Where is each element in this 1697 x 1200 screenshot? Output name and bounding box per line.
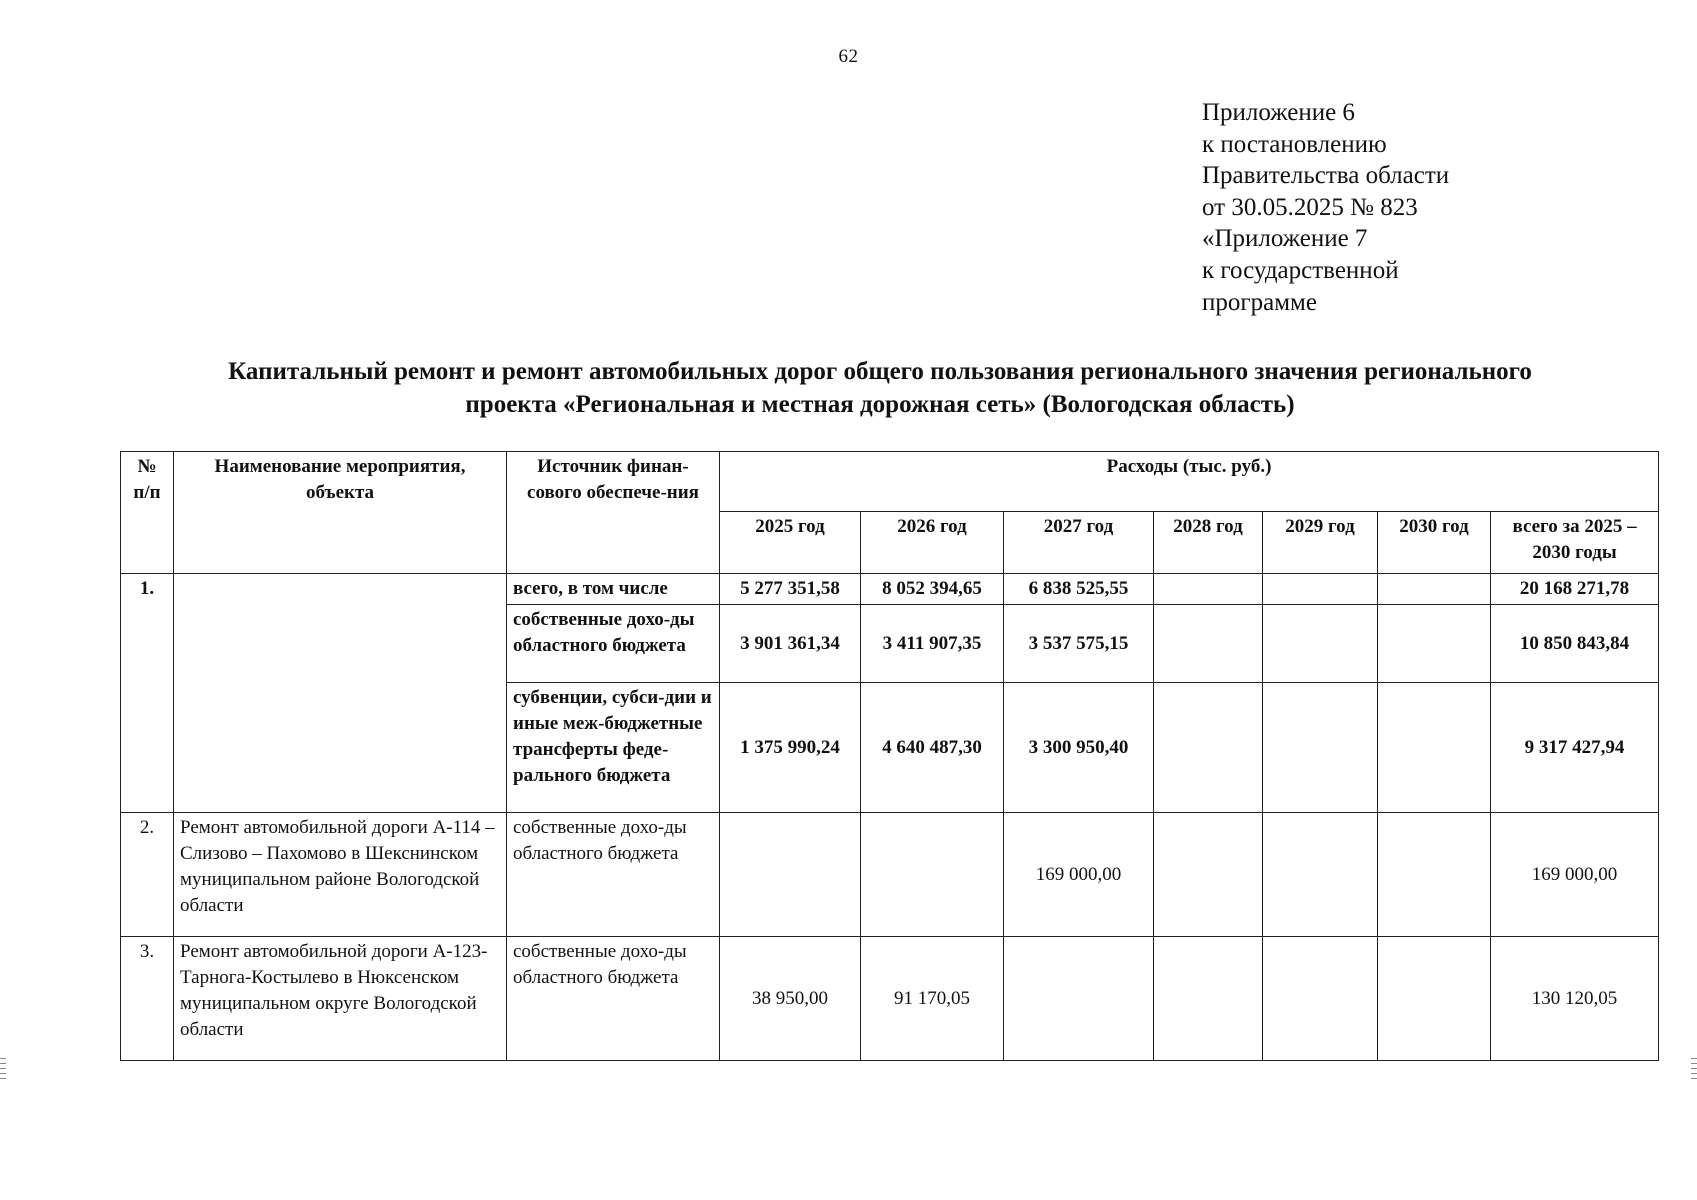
value-cell: [861, 813, 1004, 937]
finance-source: собственные дохо-ды областного бюджета: [507, 937, 720, 1061]
value-cell: 91 170,05: [861, 937, 1004, 1061]
page-number: 62: [838, 46, 859, 67]
value-cell: [1263, 813, 1378, 937]
finance-source: субвенции, субси-дии и иные меж-бюджетные трансферты феде-рального бюджета: [507, 683, 720, 813]
header-no: № п/п: [121, 452, 174, 574]
appendix-line: программе: [1202, 288, 1317, 316]
value-cell: [1154, 574, 1263, 605]
row-number: 3.: [121, 937, 174, 1061]
title-line: Капитальный ремонт и ремонт автомобильных дорог общего пользования регионального значения регионального: [228, 358, 1532, 385]
value-cell: 169 000,00: [1004, 813, 1154, 937]
table-row: [121, 574, 1659, 605]
row-number: 1.: [121, 574, 174, 813]
value-cell: 20 168 271,78: [1491, 574, 1659, 605]
row-name: Ремонт автомобильной дороги А-114 – Слизово – Пахомово в Шекснинском муниципальном районе Вологодской области: [174, 813, 507, 937]
value-cell: [1263, 605, 1378, 683]
value-cell: [1378, 605, 1491, 683]
title-line: проекта «Региональная и местная дорожная сеть» (Вологодская область): [465, 391, 1295, 418]
value-cell: [1154, 605, 1263, 683]
finance-source: собственные дохо-ды областного бюджета: [507, 605, 720, 683]
header-year: 2025 год: [720, 512, 861, 574]
value-cell: 5 277 351,58: [720, 574, 861, 605]
value-cell: 9 317 427,94: [1491, 683, 1659, 813]
value-cell: 4 640 487,30: [861, 683, 1004, 813]
document-title: [120, 355, 1640, 421]
value-cell: [1378, 937, 1491, 1061]
value-cell: 38 950,00: [720, 937, 861, 1061]
value-cell: [1154, 683, 1263, 813]
value-cell: [1004, 937, 1154, 1061]
value-cell: [720, 813, 861, 937]
header-name: Наименование мероприятия, объекта: [174, 452, 507, 574]
value-cell: [1263, 683, 1378, 813]
value-cell: 8 052 394,65: [861, 574, 1004, 605]
value-cell: 3 537 575,15: [1004, 605, 1154, 683]
value-cell: 3 411 907,35: [861, 605, 1004, 683]
value-cell: [1154, 937, 1263, 1061]
value-cell: [1263, 937, 1378, 1061]
appendix-block: [1202, 97, 1449, 318]
table-row: [121, 937, 1659, 1061]
value-cell: 6 838 525,55: [1004, 574, 1154, 605]
appendix-line: к постановлению: [1202, 130, 1387, 158]
value-cell: 3 300 950,40: [1004, 683, 1154, 813]
value-cell: 130 120,05: [1491, 937, 1659, 1061]
finance-source: собственные дохо-ды областного бюджета: [507, 813, 720, 937]
appendix-line: Приложение 6: [1202, 99, 1355, 126]
header-year: 2030 год: [1378, 512, 1491, 574]
value-cell: 10 850 843,84: [1491, 605, 1659, 683]
header-year: 2029 год: [1263, 512, 1378, 574]
scan-edge-marks-right: [1691, 1058, 1697, 1083]
value-cell: 3 901 361,34: [720, 605, 861, 683]
value-cell: 169 000,00: [1491, 813, 1659, 937]
value-cell: [1378, 813, 1491, 937]
appendix-line: от 30.05.2025 № 823: [1202, 193, 1418, 221]
value-cell: [1263, 574, 1378, 605]
row-name: Ремонт автомобильной дороги А-123-Тарнога-Костылево в Нюксенском муниципальном округе Вологодской области: [174, 937, 507, 1061]
value-cell: [1378, 574, 1491, 605]
row-number: 2.: [121, 813, 174, 937]
table-row: [121, 813, 1659, 937]
header-total: всего за 2025 – 2030 годы: [1491, 512, 1659, 574]
row-name: [174, 574, 507, 813]
header-year: 2026 год: [861, 512, 1004, 574]
value-cell: 1 375 990,24: [720, 683, 861, 813]
header-year: 2028 год: [1154, 512, 1263, 574]
value-cell: [1154, 813, 1263, 937]
appendix-line: Правительства области: [1202, 162, 1450, 190]
appendix-line: «Приложение 7: [1202, 225, 1368, 253]
finance-source: всего, в том числе: [507, 574, 720, 605]
header-source: Источник финан-сового обеспече-ния: [507, 452, 720, 574]
value-cell: [1378, 683, 1491, 813]
scan-edge-marks-left: [0, 1058, 6, 1083]
header-expenses: Расходы (тыс. руб.): [720, 452, 1659, 512]
appendix-line: к государственной: [1202, 256, 1399, 284]
header-year: 2027 год: [1004, 512, 1154, 574]
expenses-table: [120, 451, 1659, 1061]
